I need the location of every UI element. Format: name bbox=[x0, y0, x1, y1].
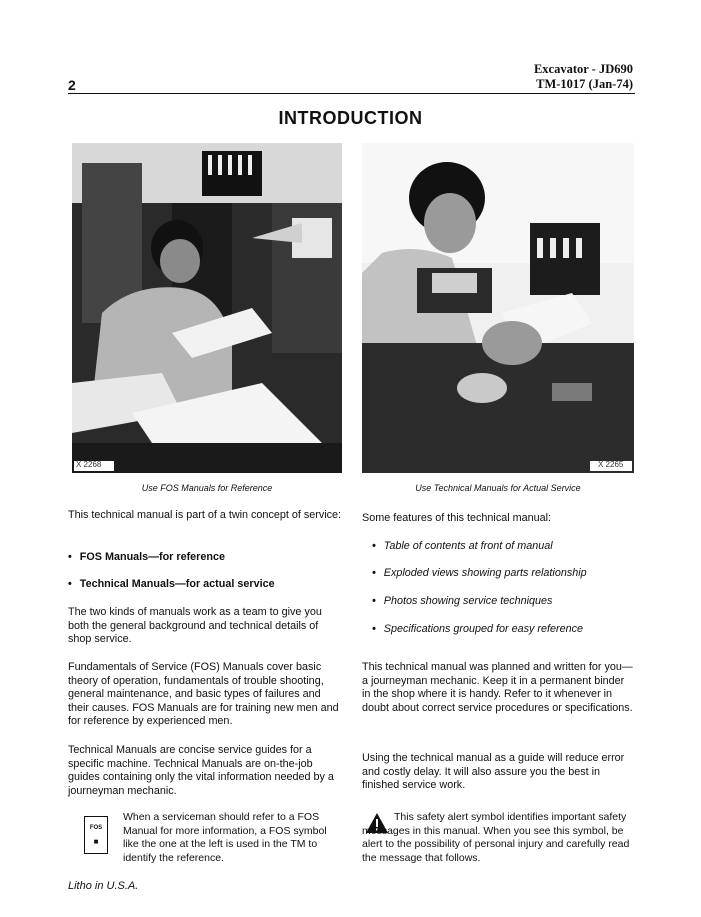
right-bullet-3: • Photos showing service techniques bbox=[372, 595, 552, 609]
left-intro: This technical manual is part of a twin concept of service: bbox=[68, 509, 342, 521]
caption-right: Use Technical Manuals for Actual Service bbox=[415, 483, 581, 493]
photo-technical-service bbox=[362, 143, 634, 473]
safety-note-text: This safety alert symbol identifies important safety messages in this manual. When you see this symbol, be alert to the possibility of personal injury and carefully read the message that follows. bbox=[362, 811, 630, 864]
right-bullet-2: • Exploded views showing parts relationship bbox=[372, 567, 587, 581]
photo-code-right: X 2265 bbox=[598, 460, 624, 469]
fos-symbol-label: FOS bbox=[89, 825, 103, 831]
right-bullet-1: • Table of contents at front of manual bbox=[372, 540, 553, 554]
header-rule bbox=[68, 93, 635, 94]
left-bullet-2: • Technical Manuals—for actual service bbox=[68, 578, 275, 592]
page-number: 2 bbox=[68, 77, 76, 93]
footer-litho: Litho in U.S.A. bbox=[68, 880, 139, 892]
fos-note: When a serviceman should refer to a FOS Manual for more information, a FOS symbol like the one at the left is used in the TM to identify the reference. bbox=[123, 811, 327, 864]
left-column bbox=[68, 509, 342, 523]
photo-fos-reference bbox=[72, 143, 342, 473]
right-intro: Some features of this technical manual: bbox=[362, 512, 552, 524]
page-title: INTRODUCTION bbox=[278, 108, 423, 128]
caption-left: Use FOS Manuals for Reference bbox=[141, 483, 273, 493]
tm-label: TM-1017 (Jan-74) bbox=[536, 77, 633, 91]
left-bullet-1: • FOS Manuals—for reference bbox=[68, 551, 225, 565]
left-para-3: Technical Manuals are concise service guides for a specific machine. Technical Manuals are on-the-job guides containing only the vital information needed by a journeyman mechanic. bbox=[68, 744, 334, 797]
left-para-2: Fundamentals of Service (FOS) Manuals cover basic theory of operation, fundamentals of trouble shooting, general maintenance, and basic types of failures and their causes. FOS Manuals are for training new men and for reference by experienced men. bbox=[68, 661, 339, 727]
document-header bbox=[534, 62, 633, 92]
right-bullet-4: • Specifications grouped for easy reference bbox=[372, 623, 583, 637]
fos-symbol-icon: FOS ■ bbox=[84, 816, 108, 854]
left-para-1: The two kinds of manuals work as a team to give you both the general background and technical details of shop service. bbox=[68, 606, 322, 645]
right-para-1: This technical manual was planned and written for you—a journeyman mechanic. Keep it in a permanent binder in the shop where it is handy. Refer to it whenever in doubt about correct service procedures or specifications. bbox=[362, 661, 633, 714]
safety-note bbox=[362, 811, 634, 865]
photo-code-left: X 2268 bbox=[76, 460, 102, 469]
model-label: Excavator - JD690 bbox=[533, 62, 633, 76]
right-para-2: Using the technical manual as a guide will reduce error and costly delay. It will also assure you the best in finished service work. bbox=[362, 752, 625, 791]
